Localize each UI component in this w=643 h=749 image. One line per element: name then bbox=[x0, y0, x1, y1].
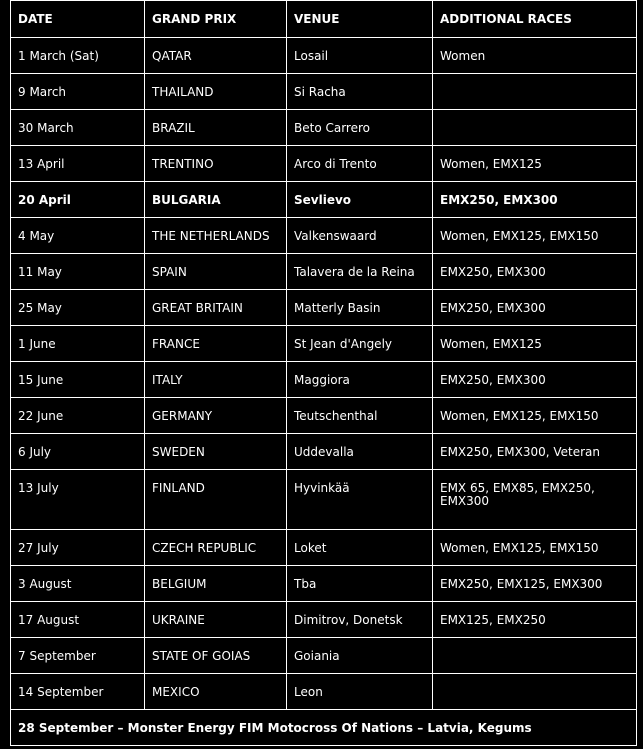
cell-venue: Uddevalla bbox=[287, 434, 433, 470]
cell-date: 13 April bbox=[11, 146, 145, 182]
cell-additional-races bbox=[433, 638, 637, 674]
cell-date: 13 July bbox=[11, 470, 145, 530]
cell-date: 27 July bbox=[11, 530, 145, 566]
cell-grand-prix: UKRAINE bbox=[145, 602, 287, 638]
table-row bbox=[11, 38, 637, 74]
cell-date: 17 August bbox=[11, 602, 145, 638]
cell-additional-races: EMX250, EMX300, Veteran bbox=[433, 434, 637, 470]
cell-additional-races: EMX250, EMX125, EMX300 bbox=[433, 566, 637, 602]
cell-additional-races: Women, EMX125, EMX150 bbox=[433, 398, 637, 434]
cell-grand-prix: MEXICO bbox=[145, 674, 287, 710]
cell-date: 20 April bbox=[11, 182, 145, 218]
cell-venue: Beto Carrero bbox=[287, 110, 433, 146]
cell-grand-prix: TRENTINO bbox=[145, 146, 287, 182]
cell-venue: Talavera de la Reina bbox=[287, 254, 433, 290]
cell-venue: Loket bbox=[287, 530, 433, 566]
cell-additional-races: EMX250, EMX300 bbox=[433, 290, 637, 326]
cell-date: 7 September bbox=[11, 638, 145, 674]
cell-date: 4 May bbox=[11, 218, 145, 254]
footer-note: 28 September – Monster Energy FIM Motocross Of Nations – Latvia, Kegums bbox=[11, 710, 637, 746]
cell-grand-prix: CZECH REPUBLIC bbox=[145, 530, 287, 566]
table-row bbox=[11, 182, 637, 218]
cell-date: 25 May bbox=[11, 290, 145, 326]
cell-venue: Goiania bbox=[287, 638, 433, 674]
cell-additional-races: EMX250, EMX300 bbox=[433, 254, 637, 290]
cell-date: 30 March bbox=[11, 110, 145, 146]
cell-additional-races bbox=[433, 674, 637, 710]
cell-venue: Losail bbox=[287, 38, 433, 74]
cell-additional-races: Women, EMX125, EMX150 bbox=[433, 530, 637, 566]
table-row bbox=[11, 530, 637, 566]
footer-row bbox=[11, 710, 637, 746]
cell-venue: Sevlievo bbox=[287, 182, 433, 218]
table-row bbox=[11, 218, 637, 254]
cell-venue: Si Racha bbox=[287, 74, 433, 110]
table-header bbox=[11, 1, 637, 38]
cell-grand-prix: QATAR bbox=[145, 38, 287, 74]
cell-venue: St Jean d'Angely bbox=[287, 326, 433, 362]
cell-date: 15 June bbox=[11, 362, 145, 398]
cell-grand-prix: STATE OF GOIAS bbox=[145, 638, 287, 674]
cell-additional-races bbox=[433, 110, 637, 146]
table-row bbox=[11, 362, 637, 398]
cell-additional-races: EMX250, EMX300 bbox=[433, 362, 637, 398]
header-additional-races: ADDITIONAL RACES bbox=[433, 1, 637, 38]
cell-date: 1 June bbox=[11, 326, 145, 362]
table-row bbox=[11, 566, 637, 602]
cell-venue: Hyvinkää bbox=[287, 470, 433, 530]
cell-date: 9 March bbox=[11, 74, 145, 110]
cell-grand-prix: SWEDEN bbox=[145, 434, 287, 470]
table-row bbox=[11, 602, 637, 638]
cell-venue: Valkenswaard bbox=[287, 218, 433, 254]
cell-additional-races: EMX125, EMX250 bbox=[433, 602, 637, 638]
cell-date: 14 September bbox=[11, 674, 145, 710]
schedule-table bbox=[10, 0, 637, 746]
header-date: DATE bbox=[11, 1, 145, 38]
cell-grand-prix: ITALY bbox=[145, 362, 287, 398]
cell-grand-prix: BRAZIL bbox=[145, 110, 287, 146]
cell-venue: Dimitrov, Donetsk bbox=[287, 602, 433, 638]
cell-additional-races: Women, EMX125 bbox=[433, 326, 637, 362]
cell-date: 1 March (Sat) bbox=[11, 38, 145, 74]
cell-grand-prix: BULGARIA bbox=[145, 182, 287, 218]
header-grand-prix: GRAND PRIX bbox=[145, 1, 287, 38]
cell-additional-races: EMX 65, EMX85, EMX250, EMX300 bbox=[433, 470, 637, 530]
cell-additional-races: EMX250, EMX300 bbox=[433, 182, 637, 218]
cell-grand-prix: SPAIN bbox=[145, 254, 287, 290]
cell-venue: Tba bbox=[287, 566, 433, 602]
table-row bbox=[11, 146, 637, 182]
table-footer bbox=[11, 710, 637, 746]
table-row bbox=[11, 326, 637, 362]
table-row bbox=[11, 110, 637, 146]
cell-venue: Matterly Basin bbox=[287, 290, 433, 326]
cell-additional-races: Women, EMX125, EMX150 bbox=[433, 218, 637, 254]
cell-additional-races: Women, EMX125 bbox=[433, 146, 637, 182]
table-row bbox=[11, 674, 637, 710]
cell-additional-races: Women bbox=[433, 38, 637, 74]
cell-date: 22 June bbox=[11, 398, 145, 434]
cell-grand-prix: THAILAND bbox=[145, 74, 287, 110]
cell-date: 3 August bbox=[11, 566, 145, 602]
table-row bbox=[11, 398, 637, 434]
table-row bbox=[11, 254, 637, 290]
cell-grand-prix: THE NETHERLANDS bbox=[145, 218, 287, 254]
table-row bbox=[11, 638, 637, 674]
header-row bbox=[11, 1, 637, 38]
table-body bbox=[11, 38, 637, 710]
table-row bbox=[11, 434, 637, 470]
cell-grand-prix: GERMANY bbox=[145, 398, 287, 434]
cell-grand-prix: GREAT BRITAIN bbox=[145, 290, 287, 326]
cell-date: 6 July bbox=[11, 434, 145, 470]
cell-venue: Teutschenthal bbox=[287, 398, 433, 434]
table-row bbox=[11, 470, 637, 530]
cell-grand-prix: FRANCE bbox=[145, 326, 287, 362]
cell-grand-prix: BELGIUM bbox=[145, 566, 287, 602]
cell-venue: Leon bbox=[287, 674, 433, 710]
cell-venue: Maggiora bbox=[287, 362, 433, 398]
header-venue: VENUE bbox=[287, 1, 433, 38]
cell-date: 11 May bbox=[11, 254, 145, 290]
table-row bbox=[11, 290, 637, 326]
cell-grand-prix: FINLAND bbox=[145, 470, 287, 530]
cell-venue: Arco di Trento bbox=[287, 146, 433, 182]
table-row bbox=[11, 74, 637, 110]
cell-additional-races bbox=[433, 74, 637, 110]
